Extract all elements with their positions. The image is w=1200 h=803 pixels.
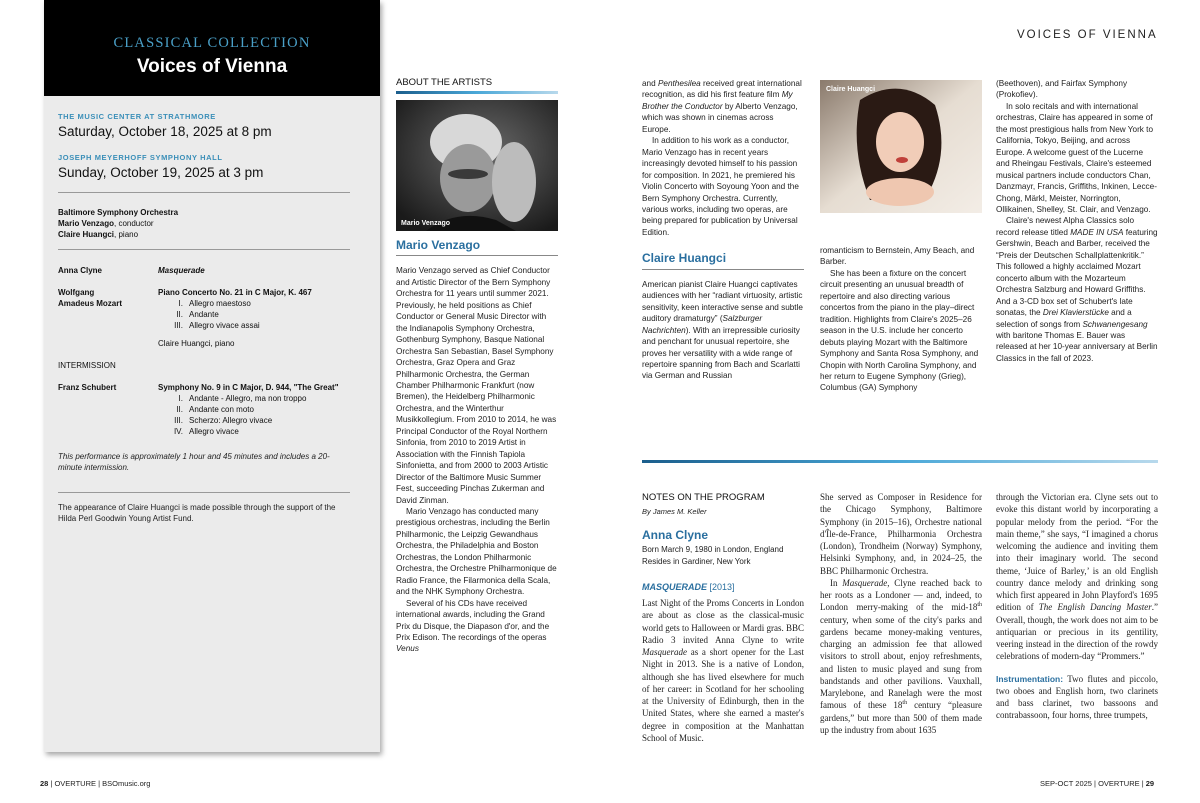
movement-num: III. [174, 416, 183, 425]
text: Claire's newest Alpha Classics solo record release titled [996, 216, 1135, 237]
composer-born: Born March 9, 1980 in London, England [642, 545, 784, 554]
bio-paragraph [642, 78, 804, 135]
text: Last Night of the Proms Concerts in London are about as close as the classical-music world gets to Halloween or Mardi gras. BBC Radio 3 invited Anna Clyne to write [642, 598, 804, 645]
claire-huangci-photo [820, 80, 982, 213]
notes-paragraph [820, 577, 982, 736]
section-heading: NOTES ON THE PROGRAM [642, 492, 765, 503]
text: Several of his CDs have received international awards, including the Grand Prix du Disque, the Diapason d'or, and the Prix Edison. The recordings of the operas [396, 598, 550, 642]
text: ). With an irrepressible curiosity and penchant for unusual repertoire, she proves her versatility with a wide range of repertoire spanning from Bach and Scarlatti via German and Russian [642, 325, 800, 381]
byline: By James M. Keller [642, 507, 707, 516]
photo-caption: Claire Huangci [826, 86, 876, 93]
series-kicker: CLASSICAL COLLECTION [113, 35, 311, 51]
conductor-line [58, 218, 366, 229]
bio-paragraph: In solo recitals and with international orchestras, Claire has appeared in some of the most prestigious halls from New York to California, Tokyo, Beijing, and across Europe. A welcome guest of the Lucerne and Rheingau Festivals, Claire's esteemed musical partners include conductors Chan, Danzmayr, Francis, Griffiths, Inkinen, Lecce-Chong, Märkl, Meister, Norrington, Ollikainen, Shelley, St. Clair, and Venzago. [996, 101, 1157, 214]
work-title: Piano Concerto No. 21 in C Major, K. 467 [158, 288, 312, 297]
composer-name: Anna Clyne [58, 266, 103, 275]
bio-paragraph: She has been a fixture on the concert circuit presenting an unusual breadth of repertoire and also directing various concertos from the piano in the play–direct tradition. Highlights from Claire's 2025–26 season in the U.S. include her concerto debuts playing Mozart with the Baltimore Symphony and Santa Rosa Symphony, and Chopin with North Carolina Symphony, and her return to Eugene Symphony (Grieg), Columbus (GA) Symphony [820, 268, 979, 393]
program-item-clyne [58, 265, 366, 276]
movement [158, 404, 366, 415]
notes-col-1 [642, 492, 804, 744]
text: century, when some of the city's parks and gardens became money-making ventures, charging an admission fee that allowed visitors to stroll about, enjoy refreshments, and listen to music played and sung from bandstands and other pavilions. Vauxhall, Marylebone, and Ranelagh were the most famous of these 18 [820, 614, 982, 711]
movement-num: I. [178, 394, 183, 403]
italic-text: Drei Klavierstücke [1042, 308, 1109, 318]
orchestra-name: Baltimore Symphony Orchestra [58, 208, 179, 217]
divider [396, 255, 558, 256]
venzago-col-2 [642, 78, 804, 382]
text: featuring Gershwin, Beach and Barber, received the “Preis der Deutschen Schallplattenkritik.” This followed a highly acclaimed Mozart concerto album with the Mozarteum Orchestra Salzburg and Howard Griffiths. And a 3-CD box set of Schubert's late sonatas, the [996, 227, 1158, 318]
work-year: [2013] [707, 582, 735, 592]
notes-paragraph [996, 491, 1158, 663]
bio-paragraph: In addition to his work as a conductor, Mario Venzago has in recent years increasingly devoted himself to his passion for composition. In 2021, he premiered his Violin Concerto with Soyoung Yoon and the Bern Symphony Orchestra. Currently, various works, including two operas, are being prepared for publication by Universal Edition. [642, 136, 799, 237]
superscript: th [902, 700, 908, 707]
movement [158, 426, 366, 437]
italic-text: Penthesilea [657, 79, 701, 88]
movement-name: Andante [189, 310, 219, 319]
bio-paragraph [996, 215, 1158, 364]
venzago-col [396, 240, 558, 655]
bio-paragraph: Mario Venzago served as Chief Conductor and Artistic Director of the Bern Symphony Orchestra for 11 years until summer 2021. Previously, he held positions as Chief Conductor or General Music Director with the Indianapolis Symphony Orchestra, Gothenburg Symphony, Basque National Orchestra San Sebastian, Basel Symphony Orchestra, Graz Opera and Graz Philharmonic Orchestra, the German Chamber Philharmonic Frankfurt (now Bremen), the Heidelberg Philharmonic Orchestra, and the Winterthur Musikkollegium. From 2010 to 2014, he was Principal Conductor of the Royal Northern Sinfonia, from 2010 to 2019 Artist in Association with the Finnish Tapiola Sinfonietta, and from 2000 to 2003 Artistic Director of the Baltimore Music Summer Fest, succeeding Pinchas Zukerman and David Zinman. [396, 266, 557, 505]
composer-name: Franz Schubert [58, 383, 117, 392]
text: American pianist Claire Huangci captivates audiences with her “radiant virtuosity, artistic sensitivity, keen interactive sense and subtle auditory dramaturgy” ( [642, 279, 803, 324]
notes-col-3 [996, 491, 1158, 722]
movement-num: I. [178, 299, 183, 308]
italic-text: Venus [396, 644, 419, 654]
bio-paragraph: Mario Venzago has conducted many prestigious orchestras, including the Berlin Philharmonic, the Leipzig Gewandhaus Orchestra, the Philadelphia and Boston Orchestras, the London Philharmonic Orchestra, the Orchestre Philharmonique de Radio France, the Filarmonica della Scala, and the NHK Symphony Orchestra. [396, 506, 557, 597]
movement-num: III. [174, 321, 183, 330]
instrumentation [996, 673, 1158, 722]
about-artists-header [396, 77, 558, 94]
footer-right [1040, 779, 1154, 788]
footer-text: SEP-OCT 2025 | OVERTURE | [1040, 779, 1146, 788]
page-number: 29 [1145, 779, 1155, 788]
movement-num: II. [176, 310, 183, 319]
mario-venzago-photo [396, 100, 558, 231]
sidebar-header [44, 0, 380, 96]
text: and [642, 79, 658, 88]
movement-name: Allegro vivace [189, 427, 239, 436]
notes-paragraph: She served as Composer in Residence for the Chicago Symphony, Baltimore Symphony (in 2015–16), Orchestre national d'Île-de-France, Philharmonia Orchestra (London), Trondheim (Norway) Symphony, Helsinki Symphony, and, in 2024–25, the BBC Philharmonic Orchestra. [820, 492, 982, 576]
venue-2: JOSEPH MEYERHOFF SYMPHONY HALL [58, 153, 223, 162]
huangci-col [820, 245, 982, 394]
composer-first: Wolfgang [58, 288, 95, 297]
notes-col-2 [820, 491, 982, 736]
movement [158, 415, 366, 426]
program-item-mozart [58, 287, 366, 349]
bio-paragraph: (Beethoven), and Fairfax Symphony (Prokofiev). [996, 79, 1128, 100]
soloist-name: Claire Huangci [58, 230, 115, 239]
duration-note: This performance is approximately 1 hour and 45 minutes and includes a 20-minute intermission. [58, 452, 330, 472]
divider [58, 492, 350, 493]
footer-text: | OVERTURE | BSOmusic.org [48, 779, 151, 788]
program-sidebar [44, 0, 380, 752]
divider [58, 249, 350, 250]
movement [158, 320, 366, 331]
text: as a short opener for the Last Night in 2013. She is a native of London, although she has lived elsewhere for much of her career: in Scotland for her schooling at the University of Edinburgh, then in the United States, where she earned a master's degree in composition at the Manhattan School of Music. [642, 647, 804, 743]
performers [58, 207, 366, 240]
conductor-name: Mario Venzago [58, 219, 115, 228]
bio-paragraph [396, 598, 558, 655]
composer-last: Amadeus Mozart [58, 299, 123, 308]
section-rule [396, 91, 558, 94]
photo-caption: Mario Venzago [401, 220, 451, 227]
bio-paragraph: romanticism to Bernstein, Amy Beach, and Barber. [820, 246, 975, 267]
work-title: MASQUERADE [642, 582, 708, 592]
artist-name: Mario Venzago [396, 238, 481, 252]
text: by Alberto Venzago, which was shown in cinemas across Europe. [642, 101, 798, 134]
text: received great international recognition, as did his first feature film [642, 79, 802, 100]
footer-left [40, 779, 150, 788]
movement-num: IV. [173, 427, 183, 436]
movement [158, 298, 366, 309]
text: century “pleasure gardens,” but more than 500 of them made up the industry from about 1635 [820, 700, 983, 735]
italic-text: The English Dancing Master [1038, 602, 1152, 613]
italic-text: Masquerade [842, 577, 888, 588]
soloist-line [58, 229, 366, 240]
support-note: The appearance of Claire Huangci is made possible through the support of the Hilda Perl Goodwin Young Artist Fund. [58, 503, 336, 523]
italic-text: Masquerade [642, 647, 687, 657]
notes-text [642, 597, 804, 744]
instrumentation-label: Instrumentation: [996, 673, 1064, 684]
divider [58, 192, 350, 193]
text: .” Overall, though, the work does not aim to be antiquarian or precious in its gentility, veering instead in the direction of the rowdy celebrations of modern-day “Prommers.” [996, 602, 1158, 662]
movement-name: Allegro vivace assai [189, 321, 260, 330]
work-block [158, 287, 366, 349]
notes-section-rule [642, 460, 1158, 463]
text: with baritone Thomas E. Bauer was released at her 10-year anniversary at Berlin Classics in the fall of 2023. [996, 330, 1158, 363]
work-heading [642, 577, 804, 595]
artist-name: Claire Huangci [642, 251, 727, 266]
composer-name [58, 287, 156, 309]
intermission-label: INTERMISSION [58, 361, 116, 370]
italic-text: My Brother the Conductor [642, 90, 793, 111]
italic-text: Schwanengesang [1082, 319, 1148, 329]
movement [158, 309, 366, 320]
text: Two flutes and piccolo, two oboes and English horn, two clarinets and bass clarinet, two bassoons and contrabassoon, four horns, three trumpets, [996, 673, 1158, 721]
movement-num: II. [176, 405, 183, 414]
work-soloist: Claire Huangci, piano [158, 339, 235, 348]
text: , Clyne reached back to her roots as a Londoner — and, indeed, to London merry-making of the mid-18 [820, 577, 983, 613]
soloist-role: , piano [114, 230, 139, 239]
concert-title: Voices of Vienna [136, 56, 288, 77]
composer-resides: Resides in Gardiner, New York [642, 557, 751, 566]
italic-text: Salzburger Nachrichten [642, 314, 763, 335]
work-title: Masquerade [158, 266, 205, 275]
text: In [830, 577, 843, 588]
huangci-col-2 [996, 78, 1158, 364]
date-1: Saturday, October 18, 2025 at 8 pm [58, 124, 272, 139]
page-number: 28 [40, 779, 49, 788]
notes-paragraph [642, 597, 804, 744]
venue-1: THE MUSIC CENTER AT STRATHMORE [58, 112, 216, 121]
movement [158, 393, 366, 404]
portrait-image [820, 80, 982, 213]
portrait-image [396, 100, 558, 231]
movement-name: Andante - Allegro, ma non troppo [189, 394, 307, 403]
movement-name: Andante con moto [189, 405, 254, 414]
composer-heading: Anna Clyne [642, 528, 709, 542]
program-item-schubert [58, 382, 366, 437]
section-heading: ABOUT THE ARTISTS [396, 77, 493, 88]
text: and a selection of songs from [996, 308, 1132, 329]
italic-text: MADE IN USA [1070, 227, 1124, 237]
work-title: Symphony No. 9 in C Major, D. 944, "The Great" [158, 383, 339, 392]
date-2: Sunday, October 19, 2025 at 3 pm [58, 165, 264, 180]
divider [642, 269, 804, 270]
superscript: th [977, 602, 982, 609]
running-head: VOICES OF VIENNA [1017, 29, 1158, 41]
movement-name: Allegro maestoso [189, 299, 251, 308]
bio-paragraph [642, 279, 804, 382]
movement-name: Scherzo: Allegro vivace [189, 416, 273, 425]
conductor-role: , conductor [114, 219, 154, 228]
work-block [158, 382, 366, 437]
text: through the Victorian era. Clyne sets out to evoke this distant world by incorporating a popular melody from the period. “For the main theme,” she says, “I imagined a chorus welcoming the audience and inviting them into their imaginary world. The second theme, ‘Juice of Barley,’ is an old English country dance melody and drinking song which first appeared in John Playford's 1695 edition of [996, 492, 1158, 613]
